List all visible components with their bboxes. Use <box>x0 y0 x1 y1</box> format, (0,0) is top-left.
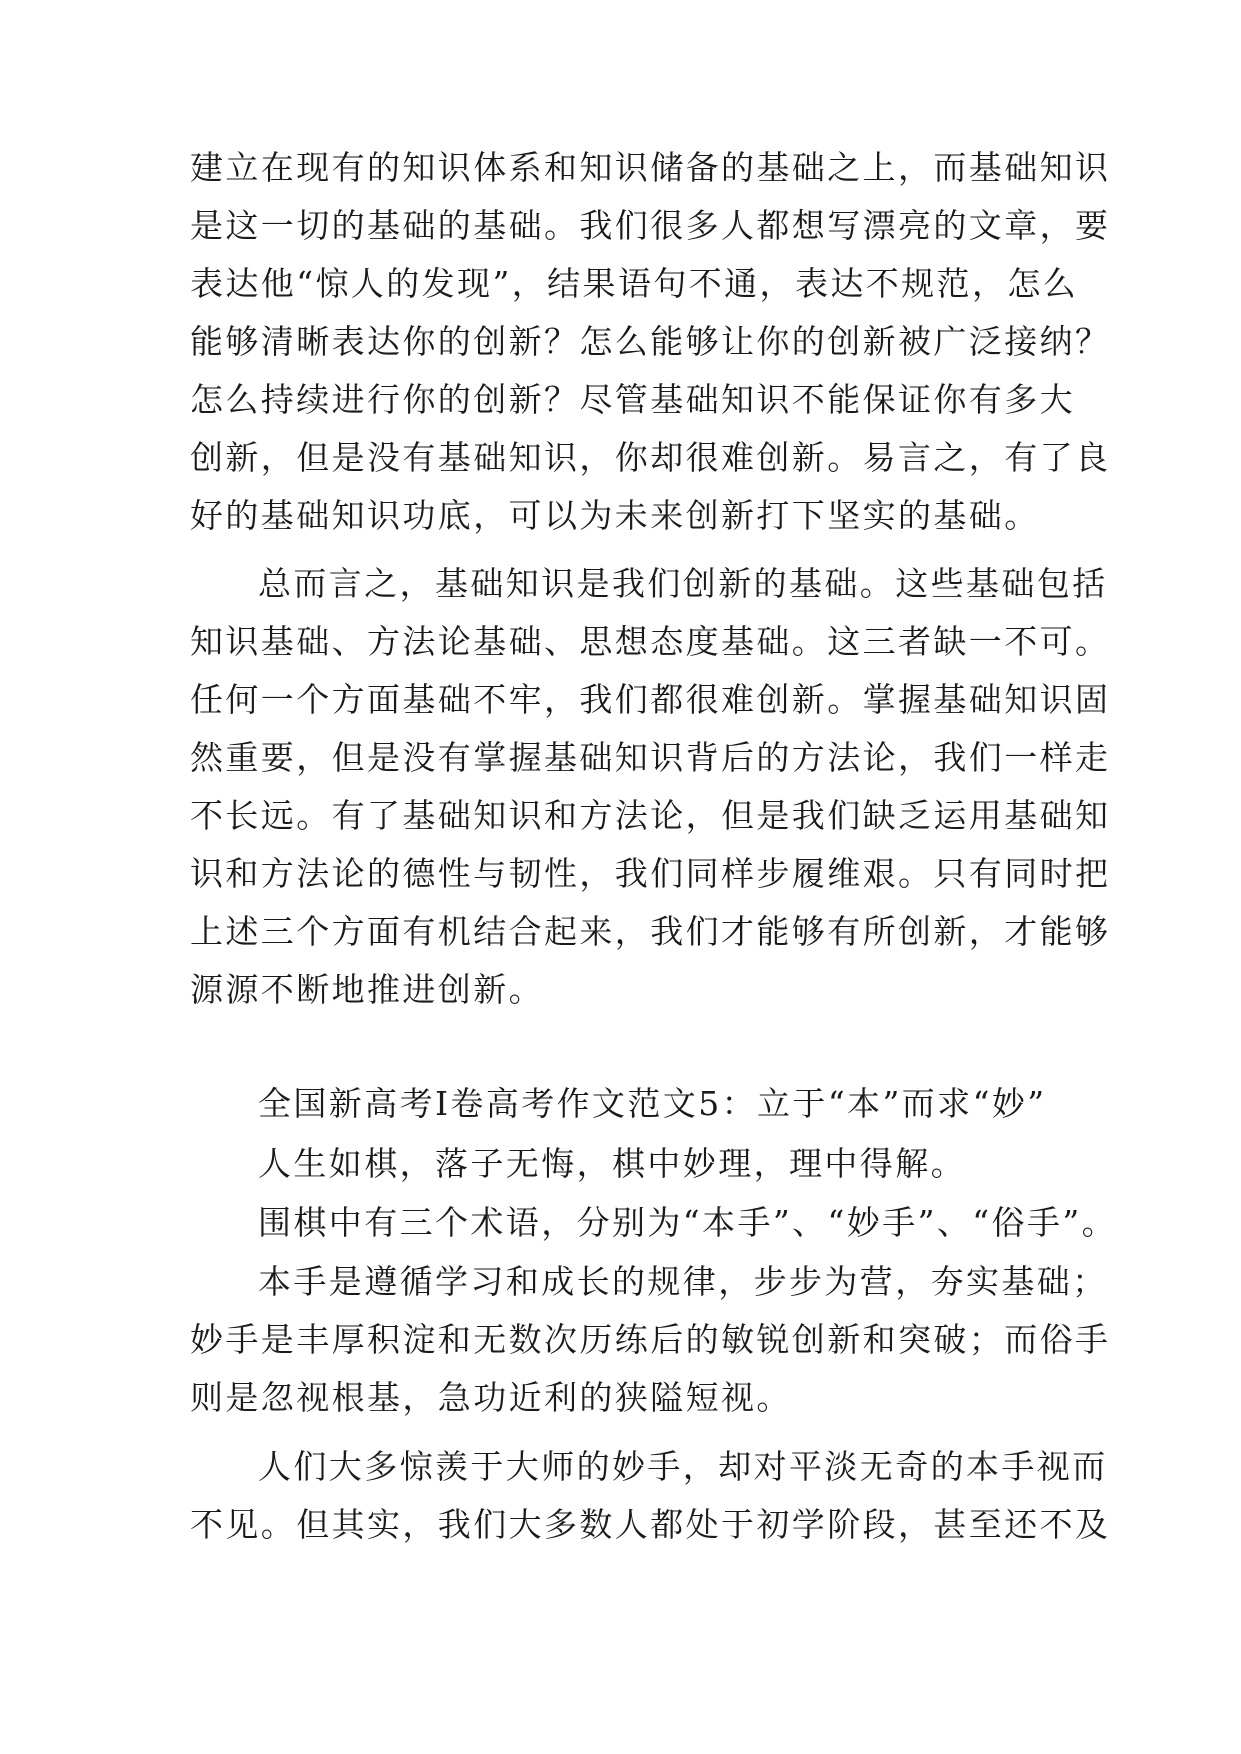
text-line: 表达他“惊人的发现”，结果语句不通，表达不规范，怎么 <box>190 264 1079 303</box>
text-line: 能够清晰表达你的创新？怎么能够让你的创新被广泛接纳？ <box>190 322 1111 361</box>
text-line: 不长远。有了基础知识和方法论，但是我们缺乏运用基础知 <box>190 796 1111 835</box>
text-line: 是这一切的基础的基础。我们很多人都想写漂亮的文章，要 <box>190 206 1111 245</box>
section-heading: 全国新高考Ⅰ卷高考作文范文5：立于“本”而求“妙” <box>258 1084 1047 1123</box>
text-line: 本手是遵循学习和成长的规律，步步为营，夯实基础； <box>258 1262 1108 1301</box>
text-line: 人们大多惊羡于大师的妙手，却对平淡无奇的本手视而 <box>258 1447 1108 1486</box>
text-line: 识和方法论的德性与韧性，我们同样步履维艰。只有同时把 <box>190 854 1111 893</box>
text-line: 源源不断地推进创新。 <box>190 970 544 1009</box>
text-line: 总而言之，基础知识是我们创新的基础。这些基础包括 <box>258 564 1108 603</box>
text-line: 好的基础知识功底，可以为未来创新打下坚实的基础。 <box>190 496 1040 535</box>
text-line: 则是忽视根基，急功近利的狭隘短视。 <box>190 1378 792 1417</box>
text-line: 上述三个方面有机结合起来，我们才能够有所创新，才能够 <box>190 912 1111 951</box>
text-line: 怎么持续进行你的创新？尽管基础知识不能保证你有多大 <box>190 380 1075 419</box>
text-line: 建立在现有的知识体系和知识储备的基础之上，而基础知识 <box>190 148 1111 187</box>
text-line: 人生如棋，落子无悔，棋中妙理，理中得解。 <box>258 1144 966 1183</box>
text-line: 然重要，但是没有掌握基础知识背后的方法论，我们一样走 <box>190 738 1111 777</box>
text-line: 任何一个方面基础不牢，我们都很难创新。掌握基础知识固 <box>190 680 1111 719</box>
text-line: 妙手是丰厚积淀和无数次历练后的敏锐创新和突破；而俗手 <box>190 1320 1111 1359</box>
text-line: 知识基础、方法论基础、思想态度基础。这三者缺一不可。 <box>190 622 1111 661</box>
text-line: 不见。但其实，我们大多数人都处于初学阶段，甚至还不及 <box>190 1505 1111 1544</box>
text-line: 围棋中有三个术语，分别为“本手”、“妙手”、“俗手”。 <box>258 1203 1118 1242</box>
text-line: 创新，但是没有基础知识，你却很难创新。易言之，有了良 <box>190 438 1111 477</box>
